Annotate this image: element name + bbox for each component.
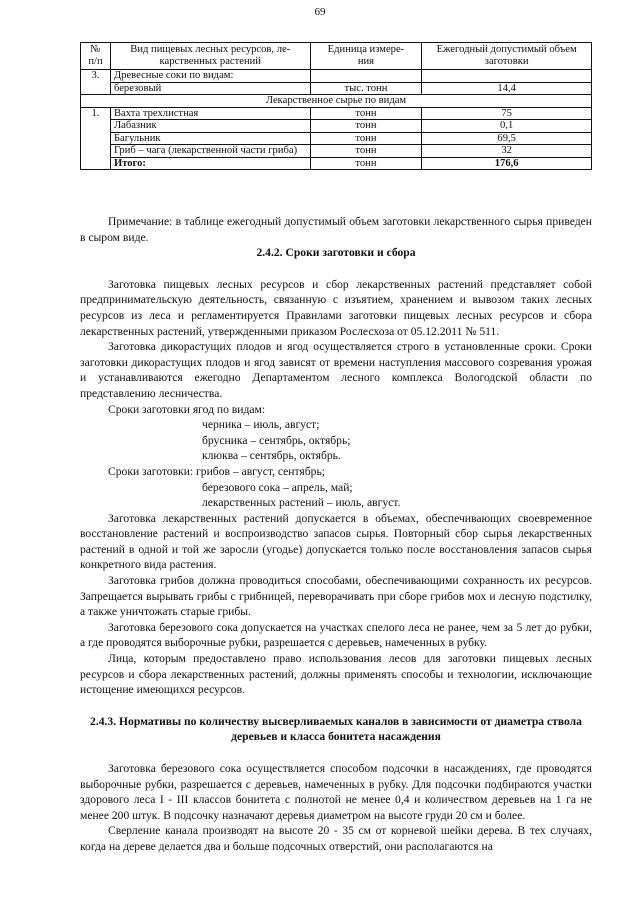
table-row	[81, 132, 592, 145]
paragraph: Заготовка березового сока осуществляется способом подсочки в насаждениях, где проводятся выборочные рубки, разрешается с деревьев, намеченных в рубку. Для подсочки подбираются участки здорового леса I - III классов бонитета с полнотой не менее 0,4 и количеством деревьев на 1 га не менее 200 штук. В подсочку назначают деревья диаметром на высоте груди 20 см и более.	[80, 762, 592, 822]
resource-unit: тонн	[310, 145, 422, 158]
list-item: березового сока – апрель, май;	[202, 480, 353, 494]
header-unit: Единица измере- ния	[310, 43, 422, 70]
resource-unit: тыс. тонн	[310, 82, 422, 95]
section-heading-2-4-2: 2.4.2. Сроки заготовки и сбора	[256, 246, 416, 260]
resource-value: 69,5	[422, 132, 592, 145]
resource-unit: тонн	[310, 107, 422, 120]
resource-value: 14,4	[422, 82, 592, 95]
table-section-row	[81, 95, 592, 108]
page-number: 69	[314, 6, 326, 18]
paragraph: Заготовка дикорастущих плодов и ягод осуществляется строго в установленные сроки. Сроки заготовки дикорастущих плодов и ягод зависят от времени наступления массового созревания урожая и устанавливаются ежегодно Департаментом лесного комплекса Вологодской области по представлению лесничества.	[80, 340, 592, 400]
table-header-row	[81, 43, 592, 70]
row-number: 1.	[81, 107, 111, 170]
section-title: Лекарственное сырье по видам	[81, 95, 592, 108]
list-item: лекарственных растений – июль, август.	[202, 496, 401, 510]
section-heading-2-4-3: 2.4.3. Нормативы по количеству высверливаемых каналов в зависимости от диаметра ствола деревьев и класса бонитета насаждения	[90, 714, 582, 744]
resource-name: березовый	[110, 82, 310, 95]
list-item: клюква – сентябрь, октябрь.	[202, 449, 341, 463]
paragraph: Заготовка грибов должна проводиться способами, обеспечивающими сохранность их ресурсов. Запрещается вырывать грибы с грибницей, переворачивать при сборе грибов мох и лесную подстилку, а также уничтожать старые грибы.	[80, 574, 592, 619]
resource-name: Гриб – чага (лекарственной части гриба)	[110, 145, 310, 158]
table-row	[81, 107, 592, 120]
resource-value: 75	[422, 107, 592, 120]
table-row	[81, 82, 592, 95]
resource-name: Лабазник	[110, 120, 310, 133]
resource-name: Багульник	[110, 132, 310, 145]
paragraph: Заготовка березового сока допускается на участках спелого леса не ранее, чем за 5 лет до рубки, а где проводятся выборочные рубки, разрешается с деревьев, намеченных в рубку.	[80, 620, 592, 650]
paragraph: Заготовка пищевых лесных ресурсов и сбор лекарственных растений представляет собой предпринимательскую деятельность, связанную с изъятием, хранением и вывозом таких лесных ресурсов из леса и регламентируется Правилами заготовки пищевых лесных ресурсов и сбора лекарственных растений, утвержденными приказом Рослесхоза от 05.12.2011 № 511.	[80, 277, 592, 338]
resource-unit: тонн	[310, 132, 422, 145]
resources-table	[80, 42, 592, 170]
header-number: № п/п	[81, 43, 111, 70]
table-row	[81, 120, 592, 133]
table-total-row	[81, 157, 592, 170]
paragraph: Заготовка лекарственных растений допускается в объемах, обеспечивающих своевременное восстановление растений и воспроизводство запасов сырья. Повторный сбор сырья лекарственных растений в одной и той же зароcли (угодье) допускается только после восстановления запасов сырья конкретного вида растения.	[80, 511, 592, 572]
paragraph: Лица, которым предоставлено право использования лесов для заготовки пищевых лесных ресурсов и сбора лекарственных растений, должны применять способы и технологии, исключающие истощение имеющихся ресурсов.	[80, 652, 592, 697]
body-text	[80, 214, 592, 855]
resource-unit: тонн	[310, 120, 422, 133]
header-resource-type: Вид пищевых лесных ресурсов, ле- карственных растений	[110, 43, 310, 70]
list-item: брусника – сентябрь, октябрь;	[202, 433, 351, 447]
row-number: 3.	[81, 70, 111, 95]
group-title: Древесные соки по видам:	[110, 70, 310, 83]
resource-value: 32	[422, 145, 592, 158]
other-intro: Сроки заготовки: грибов – август, сентябрь;	[108, 464, 325, 478]
header-annual-volume: Ежегодный допустимый объем заготовки	[422, 43, 592, 70]
total-value: 176,6	[422, 157, 592, 170]
table-row	[81, 145, 592, 158]
paragraph: Сверление канала производят на высоте 20 - 35 см от корневой шейки дерева. В тех случаях, когда на дереве делается два и больше подсочных отверстий, они располагаются на	[80, 824, 592, 853]
resource-name: Вахта трехлистная	[110, 107, 310, 120]
resource-value: 0,1	[422, 120, 592, 133]
total-label: Итого:	[110, 157, 310, 170]
berries-intro: Сроки заготовки ягод по видам:	[108, 402, 266, 416]
table-row	[81, 70, 592, 83]
table-note: Примечание: в таблице ежегодный допустимый объем заготовки лекарственного сырья приведен в сыром виде.	[80, 215, 592, 244]
total-unit: тонн	[310, 157, 422, 170]
list-item: черника – июль, август;	[202, 418, 320, 432]
